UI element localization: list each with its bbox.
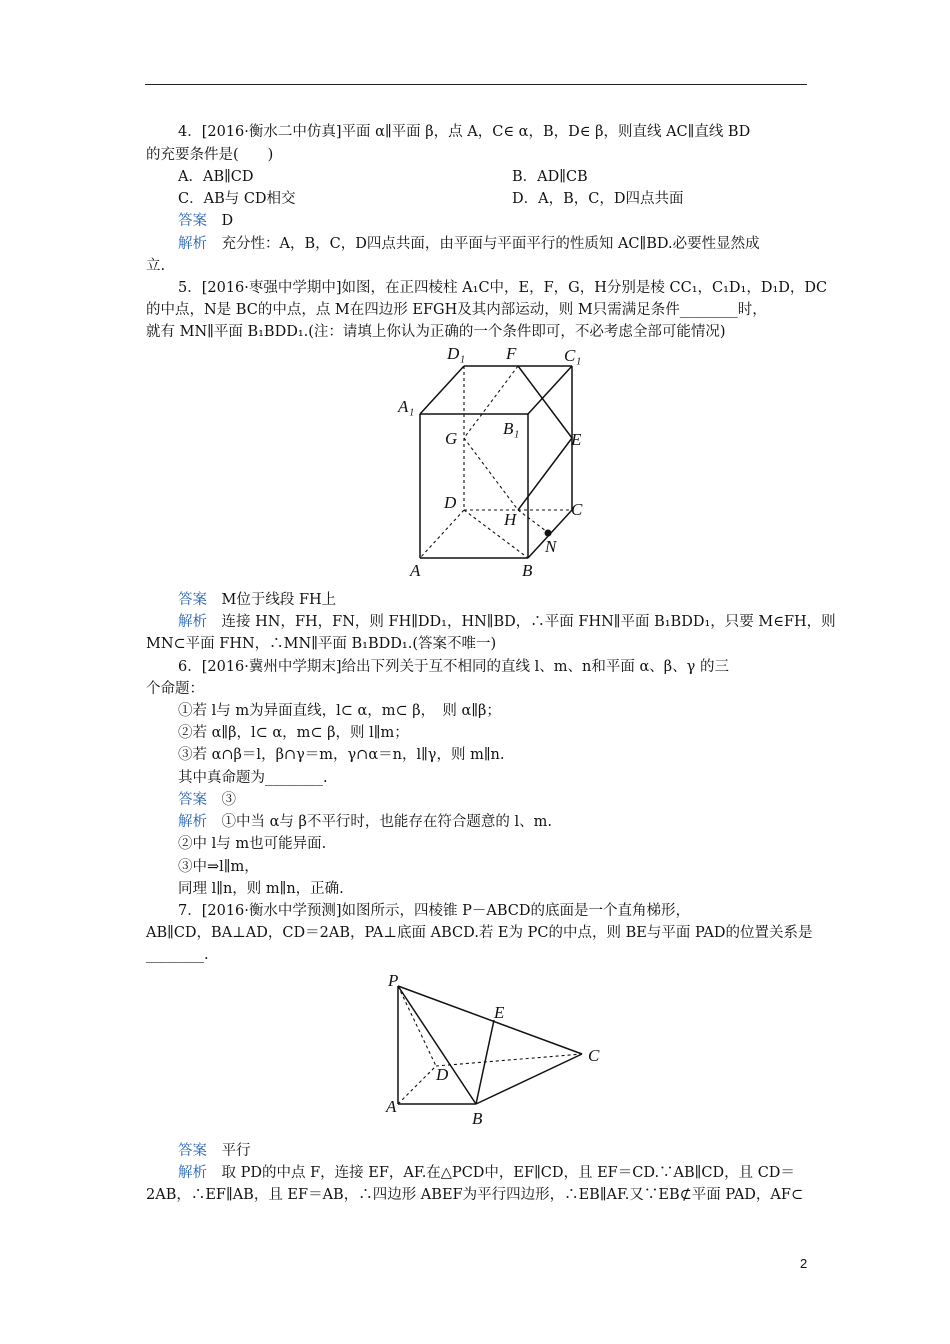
q6-ask: 其中真命题为________. xyxy=(178,770,328,786)
q6-analysis-line4: 同理 l∥n，则 m∥n，正确. xyxy=(178,881,344,897)
q4-option-b: B．AD∥CB xyxy=(512,169,588,185)
q6-proposition-3: ③若 α∩β＝l，β∩γ＝m，γ∩α＝n，l∥γ，则 m∥n. xyxy=(178,747,505,763)
analysis-text: 连接 HN，FH，FN，则 FH∥DD₁，HN∥BD，∴平面 FHN∥平面 B₁BDD₁，只要 M∈FH，则 xyxy=(221,614,836,630)
analysis-label: 解析 xyxy=(178,814,207,830)
answer-label: 答案 xyxy=(178,592,207,608)
q7-stem-line2: AB∥CD，BA⊥AD，CD＝2AB，PA⊥底面 ABCD.若 E为 PC的中点，则 BE与平面 PAD的位置关系是 xyxy=(146,925,813,941)
answer-text: 平行 xyxy=(221,1143,251,1159)
answer-text: D xyxy=(221,213,234,229)
label-p: P xyxy=(388,971,399,990)
label-b: B xyxy=(472,1109,483,1128)
label-a: A xyxy=(386,1097,397,1116)
q7-stem-line3: ________. xyxy=(146,947,209,963)
label-n: N xyxy=(545,537,557,556)
pyramid-figure xyxy=(370,962,620,1140)
label-g: G xyxy=(445,429,458,448)
label-h: H xyxy=(504,510,517,529)
label-a: A xyxy=(410,561,421,580)
q6-stem-line2: 个命题： xyxy=(146,681,204,697)
q4-option-c: C．AB与 CD相交 xyxy=(178,191,296,207)
label-e: E xyxy=(571,430,582,449)
label-b: B xyxy=(522,561,533,580)
label-c1: C₁ xyxy=(564,346,582,365)
q6-answer xyxy=(178,790,236,810)
analysis-text: 充分性：A，B，C，D四点共面，由平面与平面平行的性质知 AC∥BD.必要性显然成 xyxy=(221,236,760,252)
label-b1: B₁ xyxy=(503,419,520,438)
label-c: C xyxy=(571,500,583,519)
q4-analysis-line2: 立. xyxy=(146,258,166,274)
q4-stem-line2: 的充要条件是( ) xyxy=(146,147,274,163)
q4-stem-line1: 4．[2016·衡水二中仿真]平面 α∥平面 β，点 A，C∈ α，B，D∈ β，则直线 AC∥直线 BD xyxy=(178,124,751,140)
label-a1: A₁ xyxy=(398,397,415,416)
label-f: F xyxy=(506,344,517,363)
label-d: D xyxy=(436,1065,449,1084)
q4-answer xyxy=(178,211,233,231)
q6-analysis-line1 xyxy=(178,812,552,832)
answer-text: ③ xyxy=(221,792,236,808)
q6-stem-line1: 6．[2016·冀州中学期末]给出下列关于互不相同的直线 l、m、n和平面 α、β、γ 的三 xyxy=(178,659,729,675)
analysis-label: 解析 xyxy=(178,1165,207,1181)
answer-label: 答案 xyxy=(178,213,207,229)
q5-stem-line3: 就有 MN∥平面 B₁BDD₁.(注：请填上你认为正确的一个条件即可，不必考虑全部可能情况) xyxy=(146,324,726,340)
answer-text: M位于线段 FH上 xyxy=(221,592,337,608)
q4-analysis-line1 xyxy=(178,234,760,254)
q7-analysis-line2: 2AB，∴EF∥AB，且 EF＝AB，∴四边形 ABEF为平行四边形，∴EB∥AF.又∵EB⊄平面 PAD，AF⊂ xyxy=(146,1187,804,1203)
answer-label: 答案 xyxy=(178,792,207,808)
q7-analysis-line1 xyxy=(178,1163,795,1183)
prism-figure xyxy=(392,342,592,582)
label-d1: D₁ xyxy=(447,344,466,363)
analysis-label: 解析 xyxy=(178,236,207,252)
analysis-text: 取 PD的中点 F，连接 EF，AF.在△PCD中，EF∥CD，且 EF＝CD.∵AB∥CD，且 CD＝ xyxy=(221,1165,795,1181)
label-e: E xyxy=(494,1003,505,1022)
q7-stem-line1: 7．[2016·衡水中学预测]如图所示，四棱锥 P－ABCD的底面是一个直角梯形， xyxy=(178,903,691,919)
q6-analysis-line3: ③中⇒l∥m， xyxy=(178,859,259,875)
q6-proposition-1: ①若 l与 m为异面直线，l⊂ α，m⊂ β， 则 α∥β； xyxy=(178,703,501,719)
q4-option-d: D．A，B，C，D四点共面 xyxy=(512,191,684,207)
label-d: D xyxy=(444,493,457,512)
analysis-label: 解析 xyxy=(178,614,207,630)
q5-stem-line1: 5．[2016·枣强中学期中]如图，在正四棱柱 A₁C中，E，F，G，H分别是棱 CC₁，C₁D₁，D₁D，DC xyxy=(178,280,828,296)
q6-analysis-line2: ②中 l与 m也可能异面. xyxy=(178,836,327,852)
header-rule xyxy=(145,84,807,85)
page-number: 2 xyxy=(800,1256,808,1271)
q4-option-a: A．AB∥CD xyxy=(178,169,254,185)
q5-answer xyxy=(178,590,336,610)
q6-proposition-2: ②若 α∥β，l⊂ α，m⊂ β，则 l∥m； xyxy=(178,725,409,741)
q5-analysis-line1 xyxy=(178,612,836,632)
analysis-text: ①中当 α与 β不平行时，也能存在符合题意的 l、m. xyxy=(221,814,552,830)
q7-answer xyxy=(178,1141,251,1161)
answer-label: 答案 xyxy=(178,1143,207,1159)
label-c: C xyxy=(588,1046,600,1065)
q5-stem-line2: 的中点，N是 BC的中点，点 M在四边形 EFGH及其内部运动，则 M只需满足条件________时， xyxy=(146,302,767,318)
q5-analysis-line2: MN⊂平面 FHN，∴MN∥平面 B₁BDD₁.(答案不唯一) xyxy=(146,636,497,652)
